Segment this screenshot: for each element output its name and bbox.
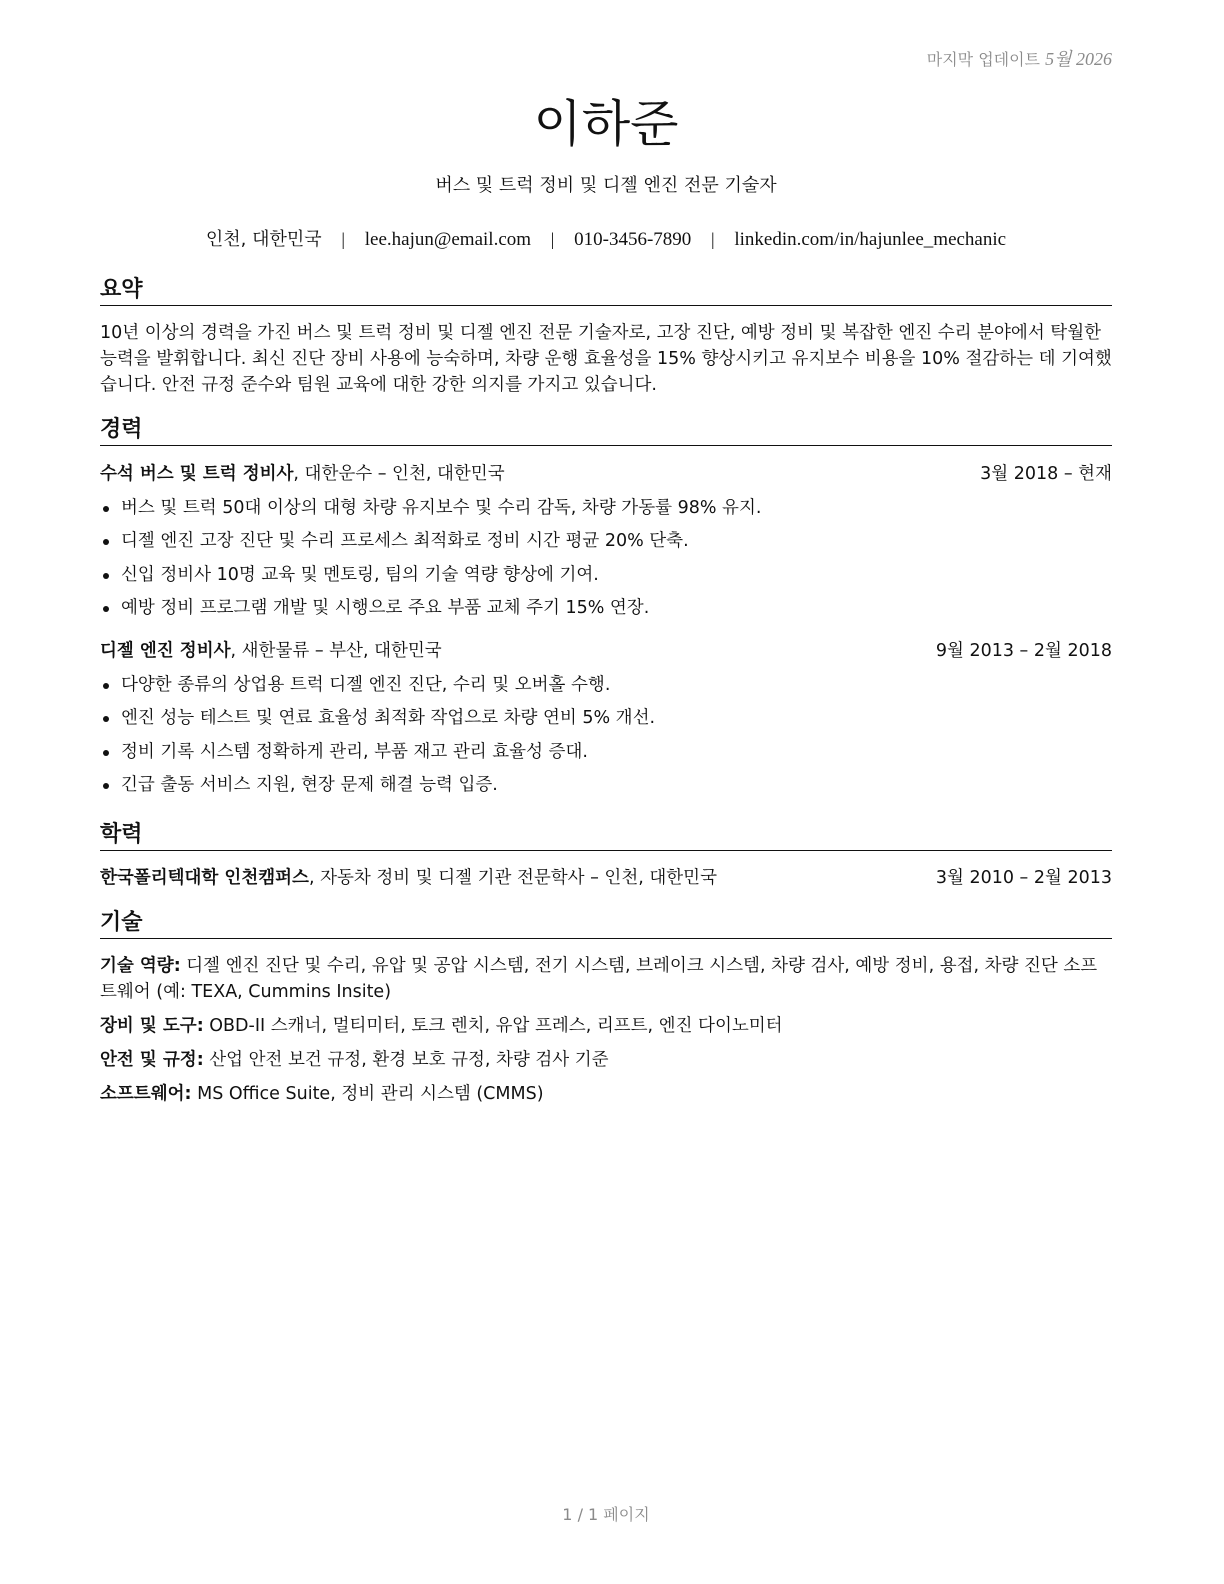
contact-line [100,225,1112,251]
job-bullet: 엔진 성능 테스트 및 연료 효율성 최적화 작업으로 차량 연비 5% 개선. [100,705,1112,731]
job-bullet: 긴급 출동 서비스 지원, 현장 문제 해결 능력 입증. [100,772,1112,798]
skill-row [100,1081,1112,1107]
skill-label: 장비 및 도구: [100,1016,204,1036]
education-entry [100,865,1112,891]
job-dates: 9월 2013 – 2월 2018 [935,641,1112,661]
contact-separator: | [341,229,346,249]
last-updated-prefix: 마지막 업데이트 [926,50,1041,69]
job-bullet: 정비 기록 시스템 정확하게 관리, 부품 재고 관리 효율성 증대. [100,739,1112,765]
job-bullet: 신입 정비사 10명 교육 및 멘토링, 팀의 기술 역량 향상에 기여. [100,562,1112,588]
candidate-tagline: 버스 및 트럭 정비 및 디젤 엔진 전문 기술자 [435,175,777,196]
resume-page [100,0,1112,1584]
contact-email-link[interactable]: lee.hajun@email.com [364,229,532,250]
contact-separator: | [711,229,715,249]
candidate-name: 이하준 [533,95,679,153]
contact-separator: | [550,229,555,249]
job-role: 디젤 엔진 정비사 [100,641,231,661]
education-school: 한국폴리텍대학 인천캠퍼스 [100,868,309,888]
page-number: 1 / 1 페이지 [562,1505,650,1524]
skill-text: 디젤 엔진 진단 및 수리, 유압 및 공압 시스템, 전기 시스템, 브레이크 시스템, 차량 검사, 예방 정비, 용접, 차량 진단 소프트웨어 (예: TEXA, Cummins Insite) [100,956,1098,1002]
job-bullet: 다양한 종류의 상업용 트럭 디젤 엔진 진단, 수리 및 오버홀 수행. [100,672,1112,698]
education-dates: 3월 2010 – 2월 2013 [935,868,1112,888]
summary-text: 10년 이상의 경력을 가진 버스 및 트럭 정비 및 디젤 엔진 전문 기술자로, 고장 진단, 예방 정비 및 복잡한 엔진 수리 분야에서 탁월한 능력을 발휘합니다. 최신 진단 장비 사용에 능숙하며, 차량 운행 효율성을 15% 향상시키고 유지보수 비용을 10% 절감하는 데 기여했습니다. 안전 규정 준수와 팀원 교육에 대한 강한 의지를 가지고 있습니다. [100,323,1112,395]
last-updated [927,45,1112,71]
skill-text: MS Office Suite, 정비 관리 시스템 (CMMS) [191,1084,544,1104]
education-title: 학력 [100,822,1112,851]
experience-section [100,417,1112,798]
last-updated-date: 5월 2026 [1045,49,1112,69]
skill-text: OBD-II 스캐너, 멀티미터, 토크 렌치, 유압 프레스, 리프트, 엔진 다이노미터 [203,1016,783,1036]
job-bullets [100,672,1112,799]
skill-label: 안전 및 규정: [100,1050,204,1070]
job-header [100,461,1112,487]
skill-label: 소프트웨어: [100,1084,192,1104]
job-company: , 새한물류 – 부산, 대한민국 [230,641,442,661]
job-header [100,638,1112,664]
job-entry [100,461,1112,621]
job-role: 수석 버스 및 트럭 정비사 [100,464,294,484]
job-bullet: 버스 및 트럭 50대 이상의 대형 차량 유지보수 및 수리 감독, 차량 가동률 98% 유지. [100,495,1112,521]
skills-title: 기술 [100,910,1112,939]
job-dates: 3월 2018 – 현재 [980,464,1112,484]
skill-label: 기술 역량: [100,956,181,976]
contact-location: 인천, 대한민국 [205,229,322,250]
experience-title: 경력 [100,417,1112,446]
contact-phone: 010-3456-7890 [574,229,692,250]
job-bullet: 디젤 엔진 고장 진단 및 수리 프로세스 최적화로 정비 시간 평균 20% 단축. [100,528,1112,554]
skills-section [100,910,1112,1107]
skill-text: 산업 안전 보건 규정, 환경 보호 규정, 차량 검사 기준 [203,1050,609,1070]
job-company: , 대한운수 – 인천, 대한민국 [293,464,505,484]
job-bullet: 예방 정비 프로그램 개발 및 시행으로 주요 부품 교체 주기 15% 연장. [100,595,1112,621]
skill-row [100,1047,1112,1073]
education-section [100,822,1112,891]
skill-row [100,1013,1112,1039]
education-degree: , 자동차 정비 및 디젤 기관 전문학사 – 인천, 대한민국 [308,868,717,888]
job-bullets [100,495,1112,622]
contact-linkedin-link[interactable]: linkedin.com/in/hajunlee_mechanic [734,229,1007,250]
job-entry [100,638,1112,798]
summary-section [100,277,1112,398]
skill-row [100,953,1112,1005]
summary-title: 요약 [100,277,1112,306]
